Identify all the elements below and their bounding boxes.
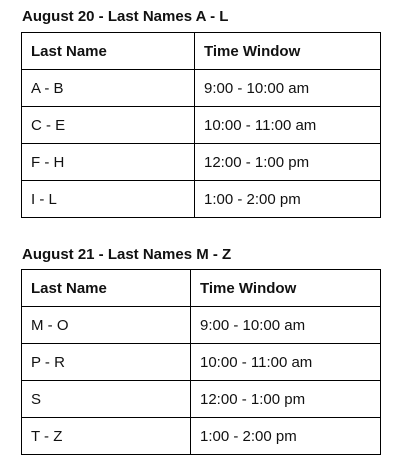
table-row (22, 144, 381, 181)
table-row (22, 70, 381, 107)
last-name-cell: F - H (22, 144, 195, 181)
table-row (22, 307, 381, 344)
time-window-cell: 1:00 - 2:00 pm (191, 418, 381, 455)
table-row (22, 418, 381, 455)
column-header-time-window: Time Window (195, 33, 381, 70)
table-row (22, 107, 381, 144)
column-header-time-window: Time Window (191, 270, 381, 307)
table-row (22, 381, 381, 418)
last-name-cell: M - O (22, 307, 191, 344)
table-row (22, 344, 381, 381)
table-header-row (22, 33, 381, 70)
column-header-last-name: Last Name (22, 33, 195, 70)
schedule-table-august-20 (21, 32, 381, 218)
section-title-august-20: August 20 - Last Names A - L (22, 8, 229, 25)
time-window-cell: 10:00 - 11:00 am (195, 107, 381, 144)
last-name-cell: T - Z (22, 418, 191, 455)
section-title-august-21: August 21 - Last Names M - Z (22, 246, 232, 263)
table-header-row (22, 270, 381, 307)
time-window-cell: 12:00 - 1:00 pm (195, 144, 381, 181)
time-window-cell: 9:00 - 10:00 am (195, 70, 381, 107)
time-window-cell: 1:00 - 2:00 pm (195, 181, 381, 218)
last-name-cell: A - B (22, 70, 195, 107)
last-name-cell: S (22, 381, 191, 418)
time-window-cell: 9:00 - 10:00 am (191, 307, 381, 344)
last-name-cell: P - R (22, 344, 191, 381)
column-header-last-name: Last Name (22, 270, 191, 307)
time-window-cell: 12:00 - 1:00 pm (191, 381, 381, 418)
last-name-cell: C - E (22, 107, 195, 144)
last-name-cell: I - L (22, 181, 195, 218)
table-row (22, 181, 381, 218)
time-window-cell: 10:00 - 11:00 am (191, 344, 381, 381)
schedule-table-august-21 (21, 269, 381, 455)
